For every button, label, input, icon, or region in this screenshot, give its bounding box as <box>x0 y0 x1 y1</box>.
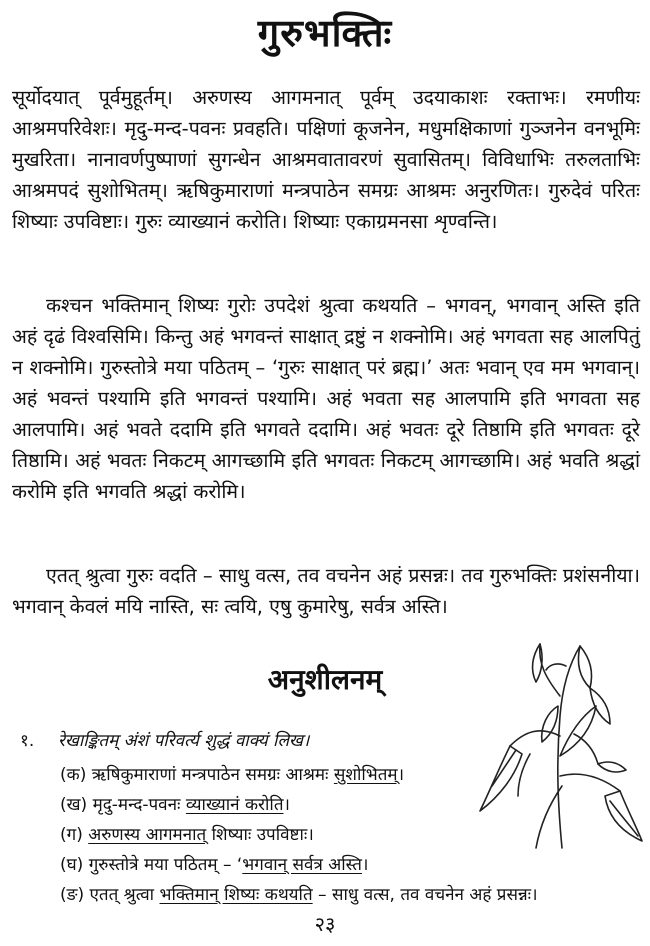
item-label: (क) <box>60 765 87 785</box>
item-text: मृदु-मन्द-पवनः <box>92 795 181 815</box>
item-text-end: । <box>361 855 369 875</box>
item-text-end: शिष्याः उपविष्टाः। <box>206 825 314 845</box>
question-instruction: रेखाङ्कितम् अंशं परिवर्त्य शुद्धं वाक्यं लिख। <box>58 731 310 751</box>
paragraph-2: कश्चन भक्तिमान् शिष्यः गुरोः उपदेशं श्रुत्वा कथयति – भगवन्, भगवान् अस्ति इति अहं दृढं विश्वसिमि। किन्तु अहं भगवन्तं साक्षात् द्रष्टुं न शक्नोमि। अहं भगवता सह आलपितुं न शक्नोमि। गुरुस्तोत्रे मया पठितम् – ‘गुरुः साक्षात् परं ब्रह्म।’ अतः भवान् एव मम भगवान्। अहं भवन्तं पश्यामि इति भगवन्तं पश्यामि। अहं भवता सह आलपामि इति भगवता सह आलपामि। अहं भवते ददामि इति भगवते ददामि। अहं भवतः दूरे तिष्ठामि इति भगवतः दूरे तिष्ठामि। अहं भवतः निकटम् आगच्छामि इति भगवतः निकटम् आगच्छामि। अहं भवति श्रद्धां करोमि इति भगवति श्रद्धां करोमि। <box>12 294 640 503</box>
chapter-title: गुरुभक्तिः <box>257 11 393 55</box>
item-label: (ङ) <box>60 885 85 905</box>
item-underlined-text: भगवान् सर्वत्र अस्ति <box>242 855 362 875</box>
item-underlined-text: सुशोभितम् <box>333 765 398 785</box>
exercise-item <box>60 822 314 845</box>
exercise-section-title: अनुशीलनम् <box>267 663 383 696</box>
item-text: गुरुस्तोत्रे मया पठितम् – ‘ <box>88 855 243 875</box>
exercise-item <box>60 852 368 875</box>
item-underlined-text: व्याख्यानं करोति <box>185 795 284 815</box>
item-text-end: । <box>283 795 290 815</box>
exercise-item <box>60 882 538 905</box>
exercise-question <box>20 728 309 751</box>
item-label: (ग) <box>60 825 83 845</box>
exercise-item <box>60 792 290 815</box>
item-text: ऋषिकुमाराणां मन्त्रपाठेन समग्रः आश्रमः <box>91 765 329 785</box>
item-label: (ख) <box>60 795 88 815</box>
exercise-item <box>60 762 404 785</box>
item-text: एतत् श्रुत्वा <box>89 885 155 905</box>
plant-illustration <box>470 636 645 851</box>
paragraph-3: एतत् श्रुत्वा गुरुः वदति – साधु वत्स, तव वचनेन अहं प्रसन्नः। तव गुरुभक्तिः प्रशंसनीया। भगवान् केवलं मयि नास्ति, सः त्वयि, एषु कुमारेषु, सर्वत्र अस्ति। <box>12 564 640 618</box>
item-underlined-text: भक्तिमान् शिष्यः कथयति <box>159 885 313 905</box>
item-text-end: – साधु वत्स, तव वचनेन अहं प्रसन्नः। <box>312 885 538 905</box>
item-text-end: । <box>397 765 405 785</box>
item-label: (घ) <box>60 855 84 875</box>
page-number: २३ <box>314 912 336 936</box>
question-number: १. <box>20 731 35 751</box>
item-underlined-text: अरुणस्य आगमनात् <box>88 825 207 845</box>
paragraph-1: सूर्योदयात् पूर्वमुहूर्तम्। अरुणस्य आगमनात् पूर्वम् उदयाकाशः रक्ताभः। रमणीयः आश्रमपरिवेशः। मृदु-मन्द-पवनः प्रवहति। पक्षिणां कूजनेन, मधुमक्षिकाणां गुञ्जनेन वनभूमिः मुखरिता। नानावर्णपुष्पाणां सुगन्धेन आश्रमवातावरणं सुवासितम्। विविधाभिः तरुलताभिः आश्रमपदं सुशोभितम्। ऋषिकुमाराणां मन्त्रपाठेन समग्रः आश्रमः अनुरणितः। गुरुदेवं परितः शिष्याः उपविष्टाः। गुरुः व्याख्यानं करोति। शिष्याः एकाग्रमनसा शृण्वन्ति। <box>12 86 640 233</box>
